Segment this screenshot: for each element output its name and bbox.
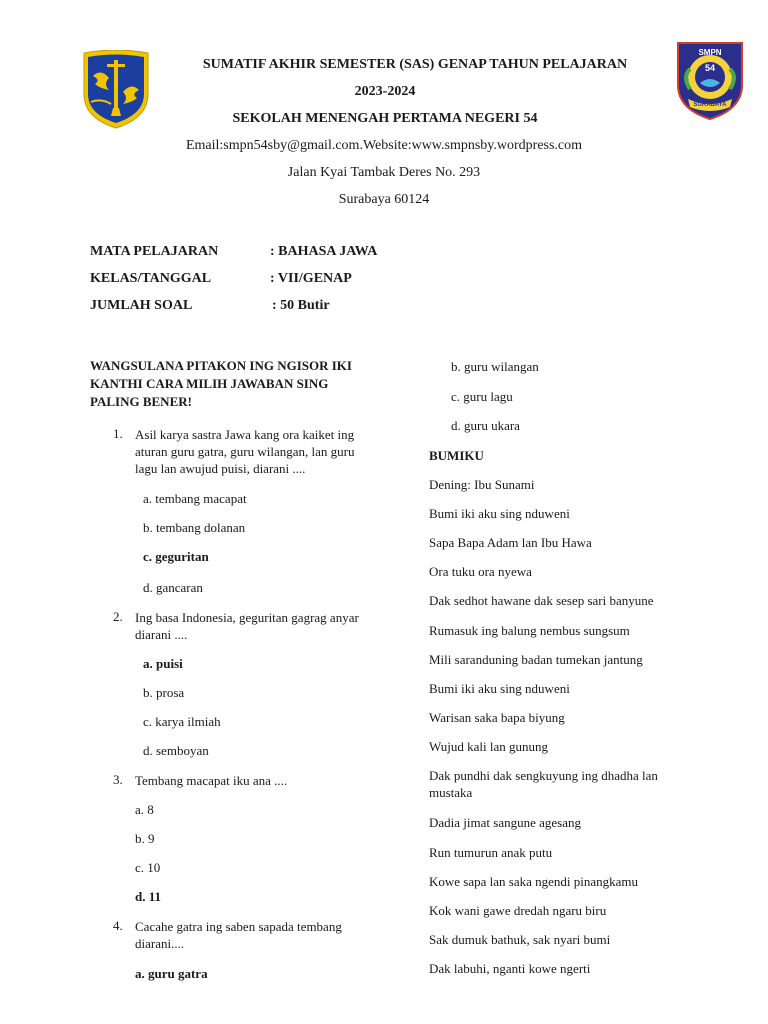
question-number: 3. <box>113 772 123 787</box>
school-emblem-logo <box>674 39 746 121</box>
option-d: d. semboyan <box>143 743 209 758</box>
question-text: Asil karya sastra Jawa kang ora kaiket ing aturan guru gatra, guru wilangan, lan guru lagu lan awujud puisi, diarani .... <box>135 427 355 476</box>
poem-line: Bumi iki aku sing nduweni <box>429 681 570 696</box>
poem-line: Dak labuhi, nganti kowe ngerti <box>429 961 591 976</box>
instruction: WANGSULANA PITAKON ING NGISOR IKI KANTHI CARA MILIH JAWABAN SING PALING BENER! <box>90 358 352 409</box>
option-a: a. puisi <box>143 656 183 671</box>
poem-line: Bumi iki aku sing nduweni <box>429 506 570 521</box>
poem-line: Dadia jimat sangune agesang <box>429 815 581 830</box>
question-text: Tembang macapat iku ana .... <box>135 773 288 788</box>
school-city: Surabaya 60124 <box>338 192 430 207</box>
option-b: b. prosa <box>143 685 185 700</box>
option-b: b. tembang dolanan <box>143 520 246 535</box>
poem-line: Kowe sapa lan saka ngendi pinangkamu <box>429 874 639 889</box>
poem-title: BUMIKU <box>429 448 484 463</box>
poem-line: Run tumurun anak putu <box>429 845 553 860</box>
exam-title: SUMATIF AKHIR SEMESTER (SAS) GENAP TAHUN PELAJARAN <box>202 57 628 72</box>
poem-line: Kok wani gawe dredah ngaru biru <box>429 903 607 918</box>
option-c: c. guru lagu <box>451 389 513 404</box>
option-c: c. karya ilmiah <box>143 714 221 729</box>
option-a: a. tembang macapat <box>143 491 247 506</box>
poem-author: Dening: Ibu Sunami <box>429 477 535 492</box>
school-logo-number: 54 <box>704 63 716 73</box>
surabaya-emblem-logo <box>81 50 151 130</box>
poem-line: Warisan saka bapa biyung <box>429 710 565 725</box>
poem-line: Sapa Bapa Adam lan Ibu Hawa <box>429 535 592 550</box>
question-text: Ing basa Indonesia, geguritan gagrag anyar diarani .... <box>135 610 359 642</box>
school-address: Jalan Kyai Tambak Deres No. 293 <box>287 165 481 180</box>
option-b: b. guru wilangan <box>451 359 539 374</box>
count-value: : 50 Butir <box>272 298 330 313</box>
question-number: 4. <box>113 918 123 933</box>
option-d: d. guru ukara <box>451 418 520 433</box>
option-a: a. guru gatra <box>135 966 208 981</box>
class-value: : VII/GENAP <box>270 271 352 286</box>
poem-line: Rumasuk ing balung nembus sungsum <box>429 623 630 638</box>
poem-line: Mili saranduning badan tumekan jantung <box>429 652 643 667</box>
option-c: c. 10 <box>135 860 161 875</box>
poem-line: Dak sedhot hawane dak sesep sari banyune <box>429 593 654 608</box>
poem-line: Dak pundhi dak sengkuyung ing dhadha lan mustaka <box>429 768 658 800</box>
question-text: Cacahe gatra ing saben sapada tembang diarani.... <box>135 919 342 951</box>
poem-line: Wujud kali lan gunung <box>429 739 548 754</box>
school-contact: Email:smpn54sby@gmail.com.Website:www.smpnsby.wordpress.com <box>185 138 583 153</box>
question-number: 2. <box>113 609 123 624</box>
count-label: JUMLAH SOAL <box>90 298 193 313</box>
poem-line: Ora tuku ora nyewa <box>429 564 532 579</box>
class-label: KELAS/TANGGAL <box>90 271 212 286</box>
option-c: c. geguritan <box>143 549 209 564</box>
subject-label: MATA PELAJARAN <box>90 244 219 259</box>
exam-year: 2023-2024 <box>354 84 416 99</box>
option-d: d. 11 <box>135 889 162 904</box>
question-number: 1. <box>113 426 123 441</box>
school-logo-banner: SURABAYA <box>693 102 727 108</box>
option-d: d. gancaran <box>143 580 203 595</box>
option-b: b. 9 <box>135 831 155 846</box>
subject-value: : BAHASA JAWA <box>270 244 378 259</box>
option-a: a. 8 <box>135 802 154 817</box>
school-logo-text: SMPN <box>698 48 722 57</box>
poem-line: Sak dumuk bathuk, sak nyari bumi <box>429 932 611 947</box>
school-name: SEKOLAH MENENGAH PERTAMA NEGERI 54 <box>232 111 538 126</box>
